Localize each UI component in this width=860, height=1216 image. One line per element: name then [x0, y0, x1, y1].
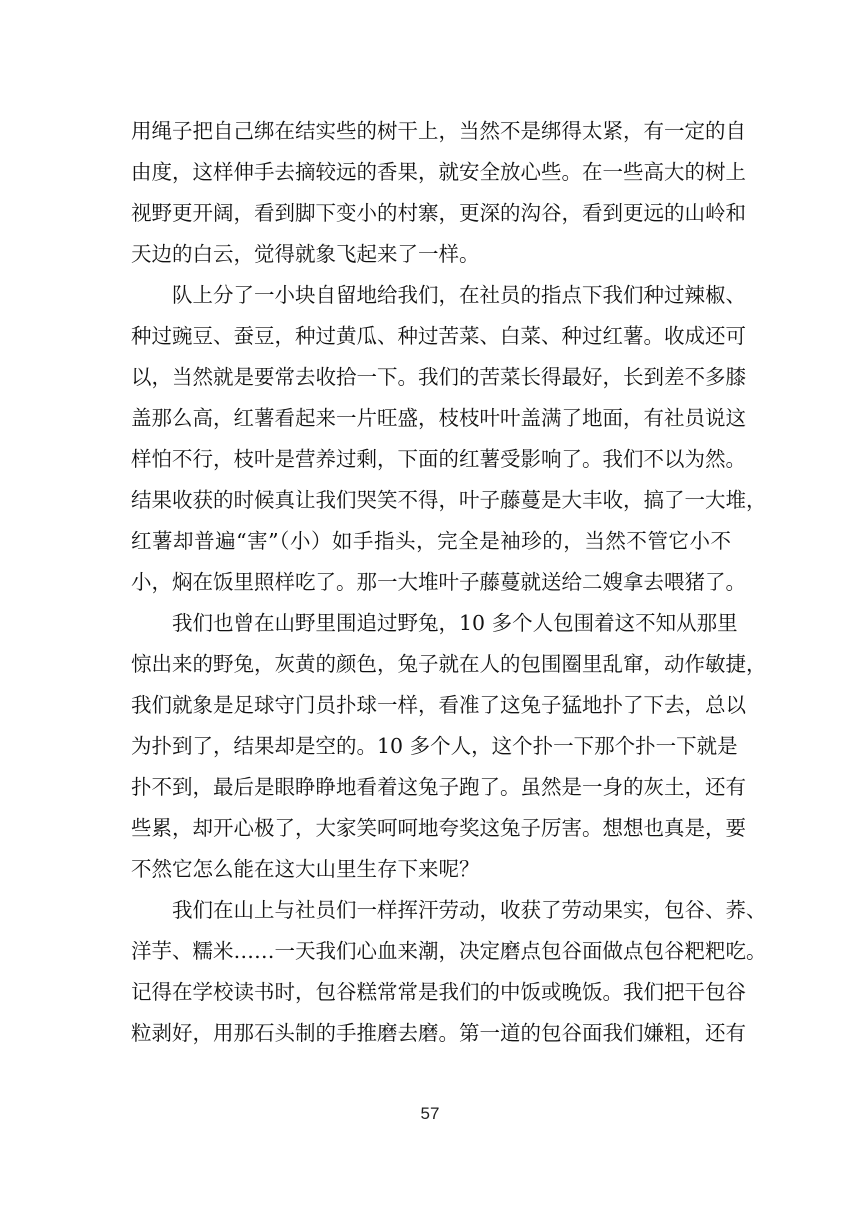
- text-line: 扑不到，最后是眼睁睁地看着这兔子跑了。虽然是一身的灰土，还有: [131, 775, 746, 799]
- text-line: 我们就象是足球守门员扑球一样，看准了这兔子猛地扑了下去，总以: [131, 693, 746, 717]
- text-line: 我们也曾在山野里围追过野兔，10 多个人包围着这不知从那里: [172, 611, 738, 635]
- text-line: 我们在山上与社员们一样挥汗劳动，收获了劳动果实，包谷、荞、: [172, 898, 767, 922]
- text-line: 由度，这样伸手去摘较远的香果，就安全放心些。在一些高大的树上: [131, 160, 746, 184]
- text-line: 用绳子把自己绑在结实些的树干上，当然不是绑得太紧，有一定的自: [131, 119, 746, 143]
- text-line: 粒剥好，用那石头制的手推磨去磨。第一道的包谷面我们嫌粗，还有: [131, 1021, 746, 1045]
- text-line: 不然它怎么能在这大山里生存下来呢？: [131, 857, 480, 881]
- page-number: 57: [420, 1104, 440, 1123]
- text-line: 盖那么高，红薯看起来一片旺盛，枝枝叶叶盖满了地面，有社员说这: [131, 406, 746, 430]
- text-line: 记得在学校读书时，包谷糕常常是我们的中饭或晚饭。我们把干包谷: [131, 980, 746, 1004]
- text-line: 样怕不行，枝叶是营养过剩，下面的红薯受影响了。我们不以为然。: [131, 447, 746, 471]
- body-text: [131, 111, 767, 1054]
- text-line: 队上分了一小块自留地给我们，在社员的指点下我们种过辣椒、: [172, 283, 746, 307]
- text-line: 视野更开阔，看到脚下变小的村寨，更深的沟谷，看到更远的山岭和: [131, 201, 746, 225]
- text-line: 种过豌豆、蚕豆，种过黄瓜、种过苦菜、白菜、种过红薯。收成还可: [131, 324, 746, 348]
- text-line: 结果收获的时候真让我们哭笑不得，叶子藤蔓是大丰收，搞了一大堆，: [131, 488, 767, 512]
- text-line: 以，当然就是要常去收拾一下。我们的苦菜长得最好，长到差不多膝: [131, 365, 746, 389]
- text-line: 洋芋、糯米……一天我们心血来潮，决定磨点包谷面做点包谷粑粑吃。: [131, 939, 767, 963]
- text-line: 惊出来的野兔，灰黄的颜色，兔子就在人的包围圈里乱窜，动作敏捷，: [131, 652, 767, 676]
- text-line: 红薯却普遍“害”（小）如手指头，完全是袖珍的，当然不管它小不: [131, 529, 731, 553]
- text-line: 小，焖在饭里照样吃了。那一大堆叶子藤蔓就送给二嫂拿去喂猪了。: [131, 570, 746, 594]
- text-line: 天边的白云，觉得就象飞起来了一样。: [131, 242, 480, 266]
- text-line: 些累，却开心极了，大家笑呵呵地夸奖这兔子厉害。想想也真是，要: [131, 816, 746, 840]
- text-line: 为扑到了，结果却是空的。10 多个人，这个扑一下那个扑一下就是: [131, 734, 738, 758]
